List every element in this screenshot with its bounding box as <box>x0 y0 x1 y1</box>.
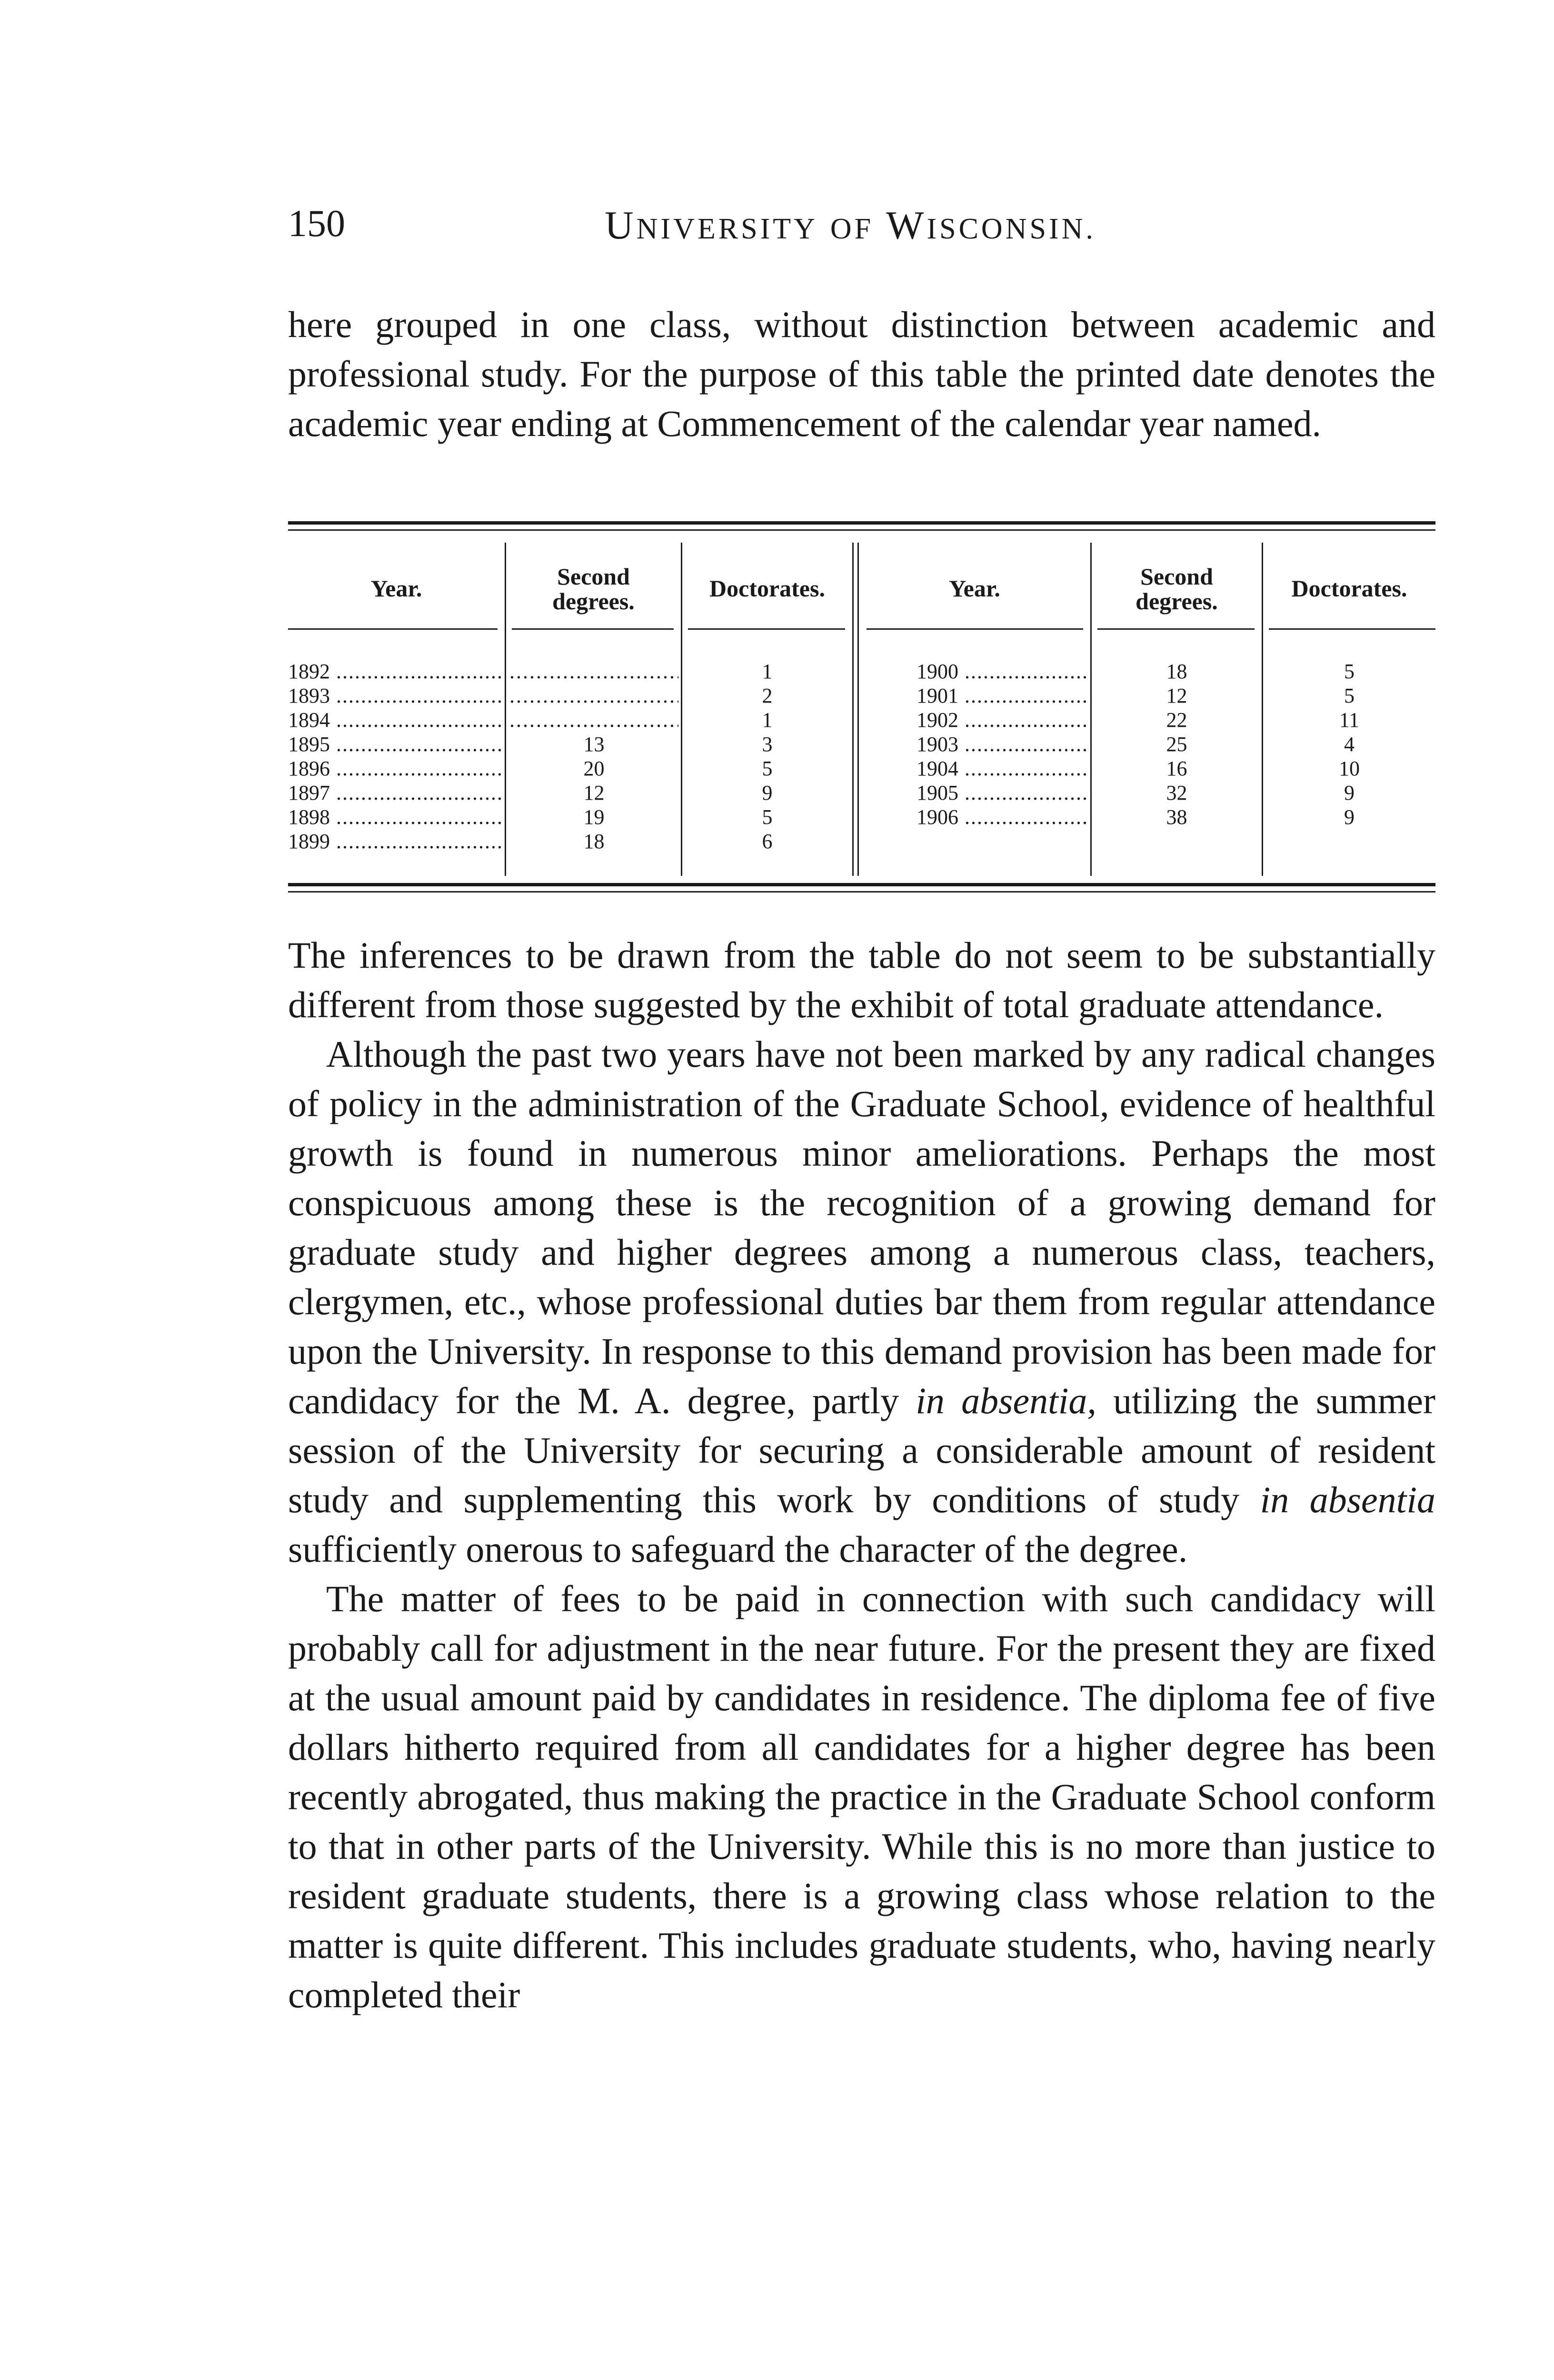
value-cell: 9 <box>1344 805 1355 829</box>
value-cell: 38 <box>1166 805 1187 829</box>
header-rule <box>1097 628 1255 630</box>
value-cell: 12 <box>583 781 605 804</box>
value-cell: 18 <box>583 830 605 853</box>
header-year: Year. <box>370 575 422 602</box>
header-second-degrees: Second degrees. <box>552 563 635 615</box>
value-cell: 5 <box>762 805 773 829</box>
year-cell: 1905 ..... <box>916 781 1088 805</box>
year-cell: 1903 ..... <box>916 732 1088 756</box>
year-cell: 1899 ..... <box>288 829 502 853</box>
paragraph: The inferences to be drawn from the table do not seem to be substantially different from those suggested by the exhibit of total graduate attendance. <box>288 934 1435 1025</box>
left-year-column <box>288 659 502 853</box>
year-cell: 1901 ..... <box>916 684 1088 708</box>
year-cell: 1900 ..... <box>916 659 1088 684</box>
header-rule <box>867 628 1083 630</box>
degrees-table <box>288 521 1435 892</box>
value-cell: 1 <box>762 708 773 732</box>
year-cell: 1892 ..... <box>288 659 502 684</box>
header-rule <box>288 628 498 630</box>
year-cell: 1898 ..... <box>288 805 502 829</box>
value-cell: 6 <box>762 830 773 853</box>
value-cell: 4 <box>1344 733 1355 756</box>
value-cell: 19 <box>583 805 605 829</box>
year-cell: 1906 ..... <box>916 805 1088 829</box>
empty-dotted-cell <box>509 708 678 732</box>
value-cell: 16 <box>1166 757 1187 780</box>
body-text <box>288 931 1435 2020</box>
value-cell: 5 <box>1344 660 1355 683</box>
header-rule <box>1269 628 1435 630</box>
year-cell: 1902 ..... <box>916 708 1088 732</box>
year-cell: 1896 ..... <box>288 756 502 781</box>
running-head: UNIVERSITY OF WISCONSIN. <box>605 203 1096 248</box>
empty-dotted-cell <box>509 684 678 708</box>
table-top-rule <box>288 521 1435 531</box>
table-bottom-rule <box>288 883 1435 892</box>
value-cell: 13 <box>583 733 605 756</box>
year-cell: 1904 ..... <box>916 756 1088 781</box>
value-cell: 3 <box>762 733 773 756</box>
value-cell: 9 <box>762 781 773 804</box>
value-cell: 22 <box>1166 708 1187 732</box>
year-cell: 1894 ..... <box>288 708 502 732</box>
value-cell: 1 <box>762 660 773 683</box>
value-cell: 5 <box>1344 684 1355 707</box>
paragraph: The matter of fees to be paid in connection with such candidacy will probably call for adjustment in the near future. For the present they are fixed at the usual amount paid by candidates in residence. The diploma fee of five dollars hitherto required from all candidates for a higher degree has been recently abrogated, thus making the practice in the Graduate School conform to that in other parts of the University. While this is no more than justice to resident graduate students, there is a growing class whose relation to the matter is quite different. This includes graduate students, who, having nearly completed their <box>288 1578 1435 2015</box>
header-second-degrees: Second degrees. <box>1136 563 1218 615</box>
right-year-column <box>916 659 1088 829</box>
page-number: 150 <box>288 203 345 245</box>
header-rule <box>512 628 674 630</box>
value-cell: 11 <box>1339 708 1360 732</box>
value-cell: 10 <box>1339 757 1360 780</box>
header-rule <box>688 628 845 630</box>
value-cell: 9 <box>1344 781 1355 804</box>
right-second-degrees-column <box>1092 659 1262 829</box>
value-cell: 32 <box>1166 781 1187 804</box>
header-doctorates: Doctorates. <box>1291 575 1407 602</box>
header-year: Year. <box>949 575 1000 602</box>
year-cell: 1893 ..... <box>288 684 502 708</box>
value-cell: 18 <box>1166 660 1187 683</box>
value-cell: 12 <box>1166 684 1187 707</box>
left-second-degrees-column <box>509 659 678 853</box>
year-cell: 1897 ..... <box>288 781 502 805</box>
left-doctorates-column <box>682 659 852 853</box>
value-cell: 2 <box>762 684 773 707</box>
paragraph: Although the past two years have not been marked by any radical changes of policy in the administration of the Graduate School, evidence of healthful growth is found in numerous minor ameliorations. Perhaps the most conspicuous among these is the recognition of a growing demand for graduate study and higher degrees among a numerous class, teachers, clergymen, etc., whose professional duties bar them from regular attendance upon the University. In response to this demand provision has been made for candidacy for the M. A. degree, partly in absentia, utilizing the summer session of the University for securing a considerable amount of resident study and supplementing this work by conditions of study in absentia sufficiently onerous to safeguard the character of the degree. <box>288 1033 1436 1570</box>
year-cell: 1895 ..... <box>288 732 502 756</box>
center-double-divider <box>852 543 859 876</box>
empty-dotted-cell <box>509 659 678 684</box>
intro-paragraph: here grouped in one class, without distinction between academic and professional study. For the purpose of this table the printed date denotes the academic year ending at Commencement of the calendar year named. <box>288 304 1435 444</box>
right-doctorates-column <box>1263 659 1435 829</box>
value-cell: 5 <box>762 757 773 780</box>
header-doctorates: Doctorates. <box>709 575 825 602</box>
value-cell: 25 <box>1166 733 1187 756</box>
value-cell: 20 <box>583 757 605 780</box>
